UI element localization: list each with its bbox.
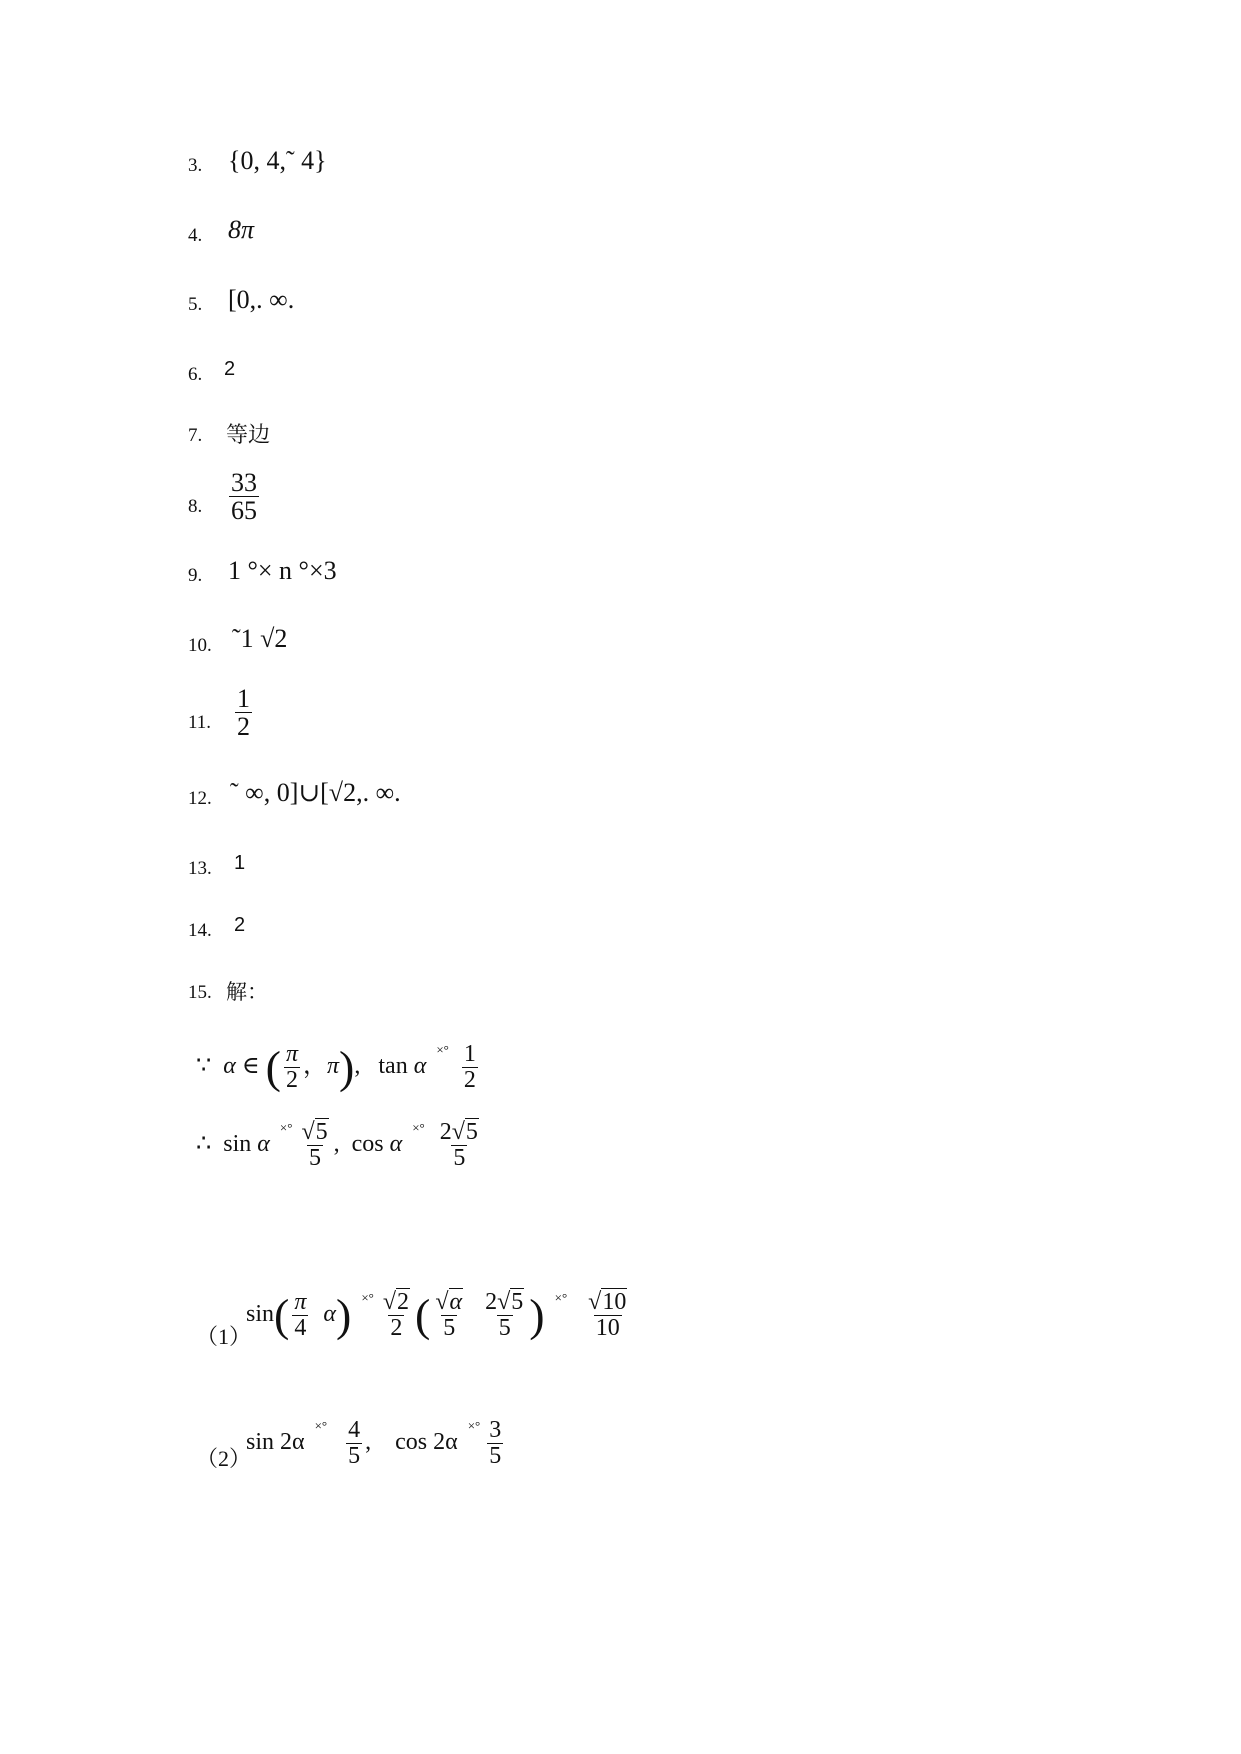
item-number: 7. (188, 425, 203, 446)
item-number: 13. (188, 858, 212, 879)
item-number: 9. (188, 565, 203, 586)
item-answer: 等边 (226, 422, 271, 447)
alpha-symbol: α (223, 1053, 236, 1080)
item-answer: [0,. ∞. (228, 285, 295, 314)
therefore-symbol: ∴ (196, 1131, 212, 1158)
part1-label: （1） (196, 1324, 252, 1349)
item-answer: 1 °× n °×3 (228, 556, 337, 585)
solution-line-part1: sin( $\frac{\pi}{4}$ α) ×° $\frac{√2}{2}$ ( $\frac{√\alpha}{5}$ $\frac{2√5}{5}$ ) ×° $\frac{√10}{10}$ (246, 1289, 627, 1342)
numerator: 1 (237, 684, 250, 713)
item-number: 11. (188, 712, 212, 733)
item-answer: 2 (224, 358, 236, 380)
item-number: 8. (188, 496, 203, 517)
item-answer-fraction (226, 469, 262, 525)
item-number: 12. (188, 788, 212, 809)
since-symbol: ∵ (196, 1053, 212, 1080)
item-number: 4. (188, 225, 203, 246)
item-number: 5. (188, 294, 203, 315)
item-answer: 8π (228, 215, 255, 244)
item-number: 6. (188, 364, 203, 385)
denominator: 65 (231, 496, 257, 526)
item-number: 15. (188, 982, 212, 1003)
item-answer-fraction (232, 685, 255, 741)
item-number: 3. (188, 155, 203, 176)
item-number: 14. (188, 920, 212, 941)
item-answer: {0, 4,˜ 4} (228, 146, 327, 175)
item-answer: ˜1 √2 (232, 624, 288, 653)
left-paren: ( (265, 1041, 281, 1093)
solution-line-part2: sin 2α ×° $\frac{4}{5}$ , cos 2α ×° $\frac{3}{5}$ (246, 1417, 502, 1470)
element-of-symbol: ∈ (241, 1053, 260, 1080)
item-answer: 解： (226, 980, 268, 1004)
numerator: 33 (231, 468, 257, 497)
solution-line-therefore: ∴ sin α ×° $\frac{√5}{5}$ , cos α ×° $\frac{2√5}{5}$ (196, 1119, 478, 1172)
item-answer: ˜ ∞, 0]∪[√2,. ∞. (230, 778, 401, 807)
item-number: 10. (188, 635, 212, 656)
denominator: 2 (237, 712, 250, 742)
tan-label: tan (378, 1053, 408, 1080)
solution-line-given: ∵ α ∈ ( $\frac{\pi}{2}$ ，π), tan α ×° $\frac{1}{2}$ (196, 1041, 476, 1094)
right-paren: ) (339, 1041, 355, 1093)
part2-label: （2） (196, 1446, 252, 1471)
item-answer: 1 (234, 852, 246, 874)
item-answer: 2 (234, 914, 246, 936)
